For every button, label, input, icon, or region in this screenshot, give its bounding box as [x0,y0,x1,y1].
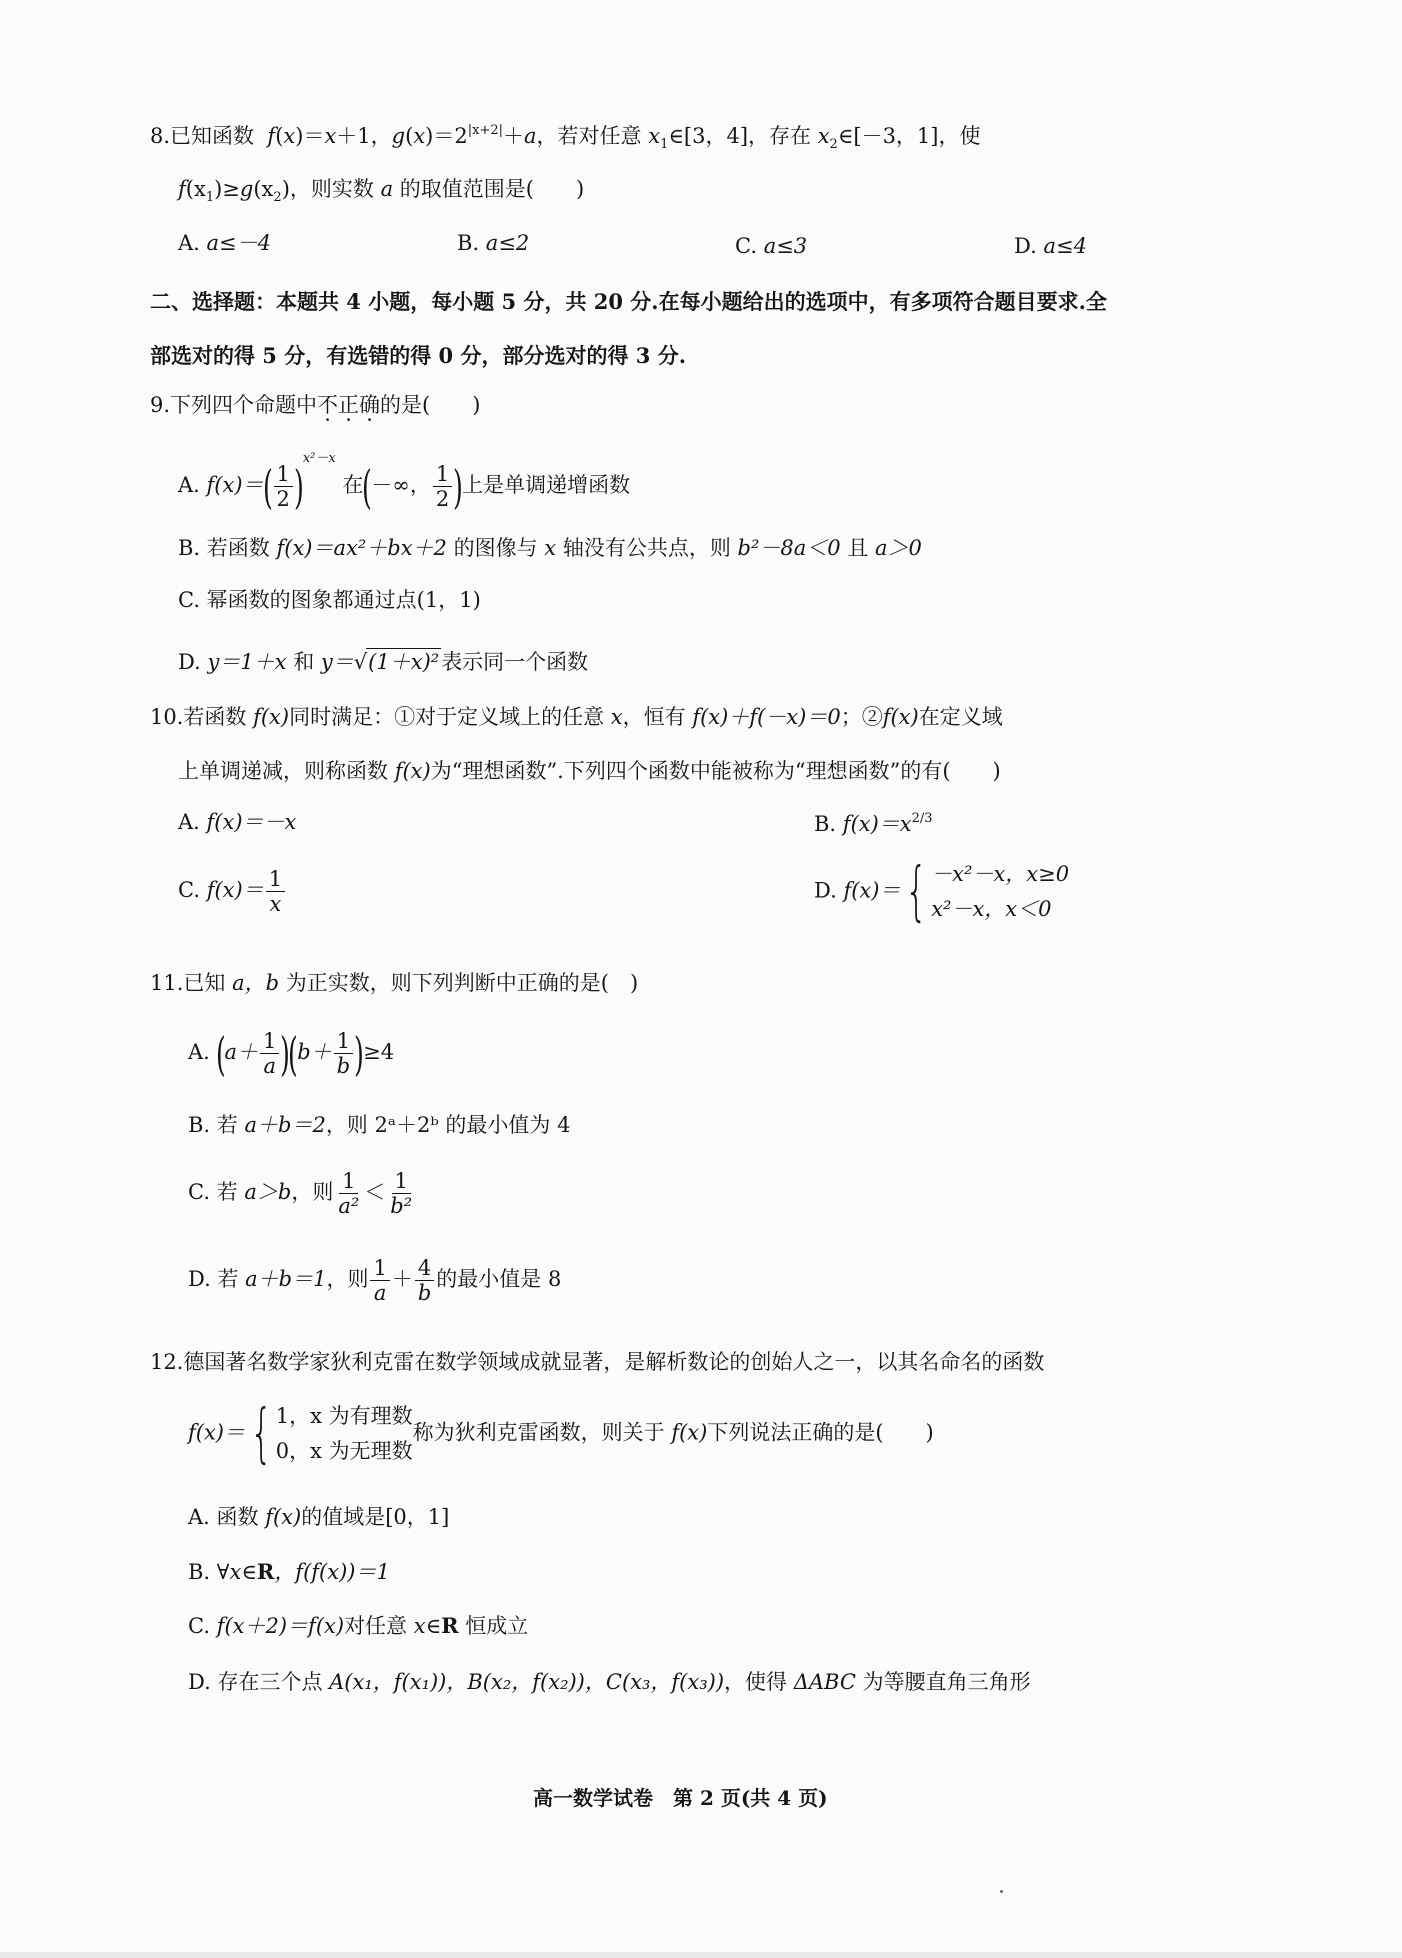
section-2-heading-cont: 部选对的得 5 分，有选错的得 0 分，部分选对的得 3 分. [150,343,687,368]
scan-edge [0,1952,1402,1958]
q12-option-a: A. 函数 f(x)的值域是[0，1] [188,1505,450,1529]
q12-definition: f(x)＝ { 1，x 为有理数 0，x 为无理数 称为狄利克雷函数，则关于 f(x)下列说法正确的是( ) [188,1397,934,1471]
q9-option-d: D. y＝1＋x 和 y＝√(1＋x)²表示同一个函数 [178,650,589,674]
q12-option-c: C. f(x＋2)＝f(x)对任意 x∈R 恒成立 [188,1613,529,1638]
q10-option-b: B. $f(x)=x^{2/3}$ [814,811,933,836]
q8-option-c: C. a≤3 [735,234,808,258]
q8-option-b: B. a≤2 [457,231,530,255]
q11-option-c: C. 若 a＞b，则 $\frac{1}{\text{a²}}$ ＜ $\frac{1}{\text{b²}}$ [188,1169,413,1219]
q12-stem: 12.德国著名数学家狄利克雷在数学领域成就显著，是解析数论的创始人之一，以其名命名的函数 [150,1350,1045,1374]
q10-option-a: A. f(x)＝－x [178,810,297,834]
q8-option-d: D. a≤4 [1014,234,1087,258]
q8-line2: $f(x_1)\ge g(x_2)$，则实数 a 的取值范围是( ) [178,177,585,205]
q11-stem: 11.已知 a，b 为正实数，则下列判断中正确的是( ) [150,971,639,995]
q10-line2: 上单调递减，则称函数 f(x)为“理想函数”.下列四个函数中能被称为“理想函数”的有( ) [178,759,1001,783]
page-footer: 高一数学试卷 第 2 页(共 4 页) [533,1786,828,1810]
scan-speck [1000,1890,1003,1893]
q9-option-b: B. 若函数 f(x)＝ax²＋bx＋2 的图像与 x 轴没有公共点，则 b²－8a＜0 且 a＞0 [178,536,922,560]
q12-option-b: B. ∀x∈R，f(f(x))＝1 [188,1559,390,1584]
q11-option-a: A. (a＋ $\frac{1}{a}$ )(b＋ $\frac{1}{b}$ )≥4 [188,1026,395,1081]
q10-option-c: C. f(x)＝ $\frac{1}{x}$ [178,868,287,915]
q10-option-d: D. f(x)＝ { －x²－x，x≥0 x²－x，x＜0 [814,855,1070,929]
q8-option-a: A. a≤－4 [178,231,272,255]
q12-option-d: D. 存在三个点 A(x₁，f(x₁))，B(x₂，f(x₂))，C(x₃，f(x₃))，使得 ΔABC 为等腰直角三角形 [188,1670,1031,1694]
q11-option-d: D. 若 a＋b＝1，则 $\frac{1}{a}$ ＋ $\frac{4}{b}$ 的最小值是 8 [188,1256,562,1306]
section-2-heading: 二、选择题：本题共 4 小题，每小题 5 分，共 20 分.在每小题给出的选项中，有多项符合题目要求.全 [150,289,1107,314]
q9-option-c: C. 幂函数的图象都通过点(1，1) [178,588,481,612]
q8-line1: 8.已知函数 f(x)＝x＋1，$g(x)=2^{|x+2|}+a$，若对任意 $x_1\in[3$，4]，存在 $x_2\in[-3$，1]，使 [150,123,981,152]
q10-line1: 10.若函数 f(x)同时满足：①对于定义域上的任意 x，恒有 f(x)＋f(－x)＝0；②f(x)在定义域 [150,705,1003,729]
q11-option-b: B. 若 a＋b＝2，则 2ᵃ＋2ᵇ 的最小值为 4 [188,1113,571,1137]
q9-option-a: A. f(x)＝( $\frac{1}{2}$ )$^{x^2-x}$ 在(－∞， $\frac{1}{2}$ )上是单调递增函数 [178,451,631,514]
q9-stem: 9.下列四个命题中不正确的是( ) [150,393,481,417]
